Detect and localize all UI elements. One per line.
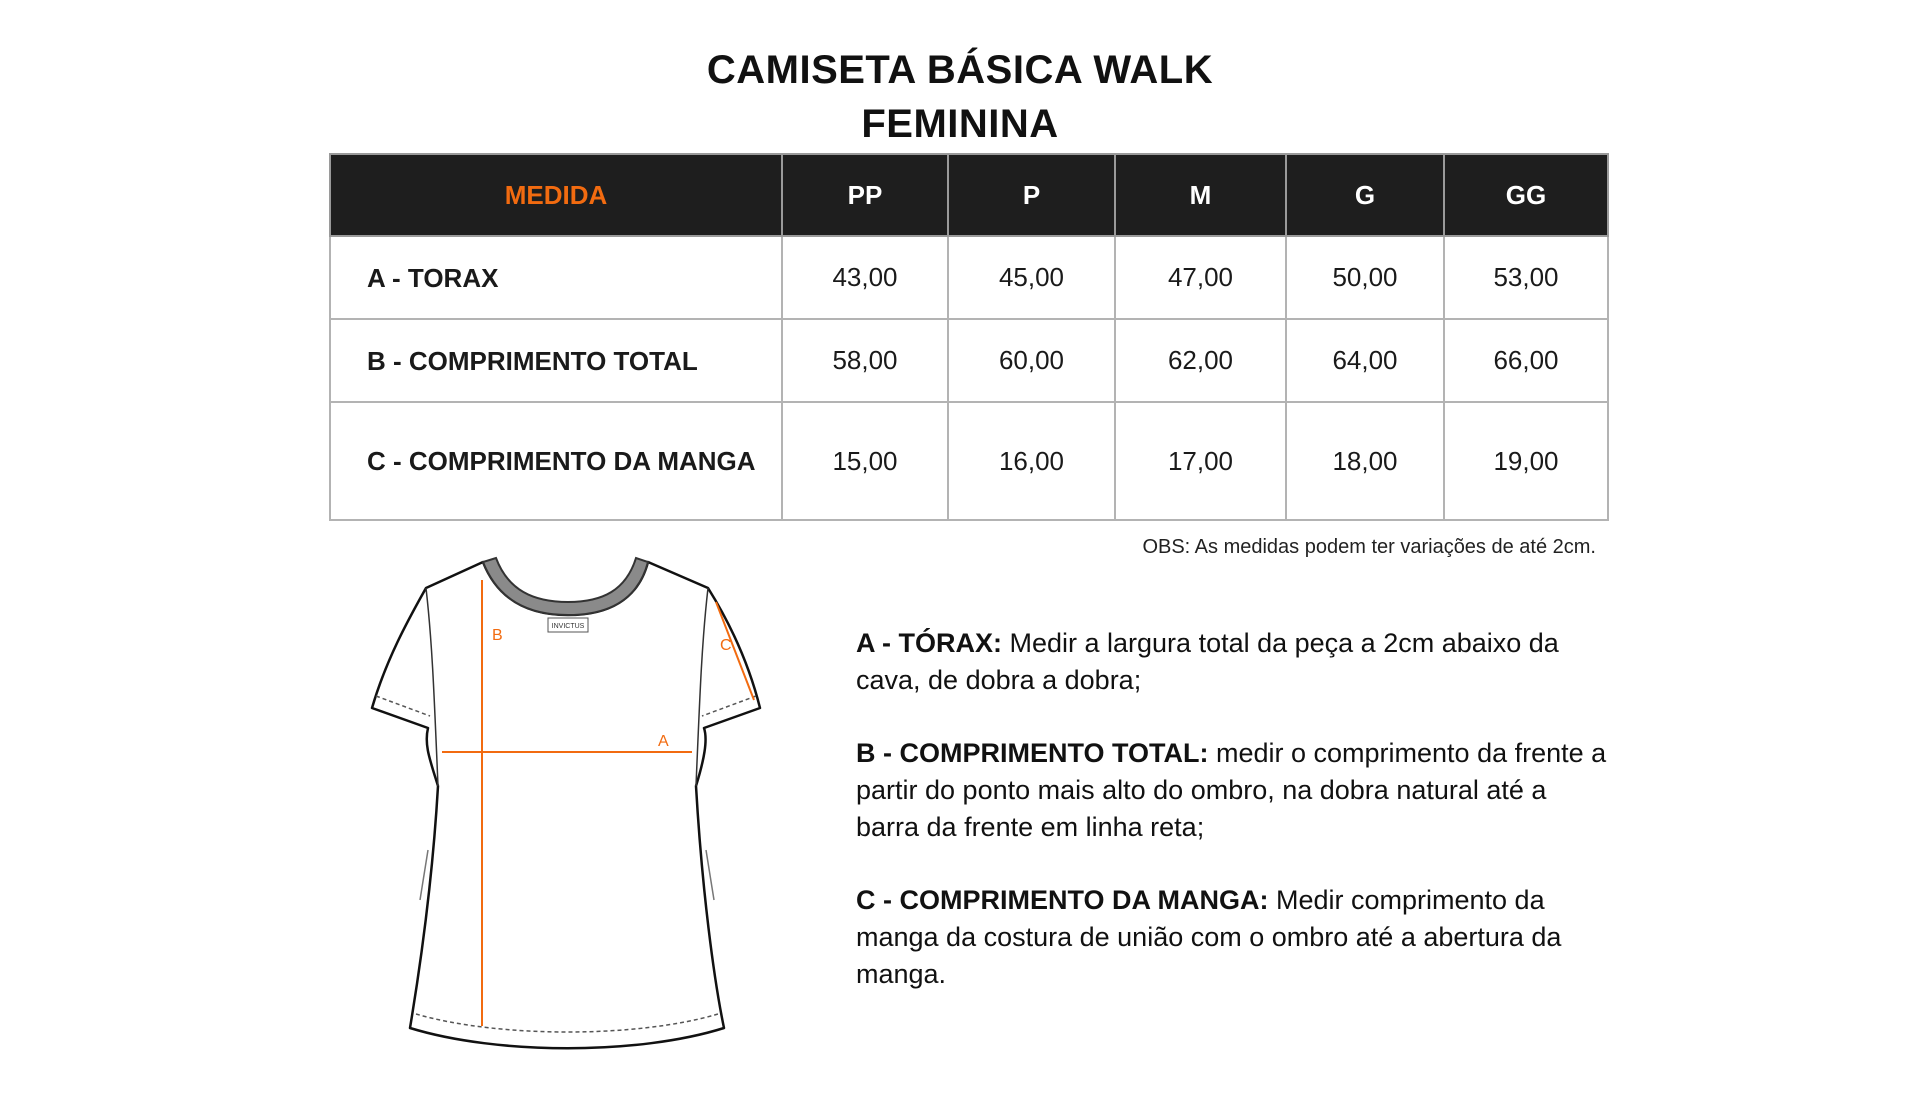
instruction-a-text: Medir a largura total da peça a 2cm abaixo da cava, de dobra a dobra;: [856, 628, 1559, 695]
header-size-gg: GG: [1444, 154, 1608, 236]
table-cell: 47,00: [1115, 236, 1286, 319]
instruction-b: [856, 735, 1616, 846]
left-side-detail: [420, 850, 428, 900]
table-cell: 50,00: [1286, 236, 1444, 319]
header-size-m: M: [1115, 154, 1286, 236]
table-cell: 45,00: [948, 236, 1115, 319]
size-table: [329, 153, 1609, 521]
measure-label-b: B: [492, 627, 503, 644]
measure-label-c: C: [720, 637, 732, 654]
table-cell: 64,00: [1286, 319, 1444, 402]
measure-label-a: A: [658, 733, 669, 750]
row-label: [330, 236, 782, 319]
instruction-c: [856, 882, 1616, 993]
page-subtitle: FEMININA: [861, 102, 1059, 146]
table-row: [330, 236, 1608, 319]
header-size-g: G: [1286, 154, 1444, 236]
instruction-c-term: C - COMPRIMENTO DA MANGA:: [856, 885, 1269, 915]
table-cell: 43,00: [782, 236, 948, 319]
instruction-b-term: B - COMPRIMENTO TOTAL:: [856, 738, 1209, 768]
brand-label-text: INVICTUS: [551, 623, 585, 630]
right-side-detail: [706, 850, 714, 900]
table-cell: 66,00: [1444, 319, 1608, 402]
instruction-b-text: medir o comprimento da frente a partir do ponto mais alto do ombro, na dobra natural até a barra da frente em linha reta;: [856, 738, 1607, 842]
page-title: CAMISETA BÁSICA WALK: [706, 48, 1214, 92]
row-label: [330, 402, 782, 520]
row-label-text: B - COMPRIMENTO TOTAL: [367, 345, 698, 376]
table-cell: 53,00: [1444, 236, 1608, 319]
header-size-pp: PP: [782, 154, 948, 236]
table-cell: 16,00: [948, 402, 1115, 520]
obs-note: OBS: As medidas podem ter variações de até 2cm.: [1142, 536, 1596, 558]
header-medida: MEDIDA: [330, 154, 782, 236]
table-cell: 18,00: [1286, 402, 1444, 520]
table-row: [330, 319, 1608, 402]
header-size-p: P: [948, 154, 1115, 236]
table-row: [330, 402, 1608, 520]
instruction-c-text: Medir comprimento da manga da costura de união com o ombro até a abertura da manga.: [856, 885, 1562, 989]
measurement-instructions: [856, 625, 1616, 1029]
tshirt-diagram: [358, 550, 778, 1060]
table-cell: 60,00: [948, 319, 1115, 402]
instruction-a-term: A - TÓRAX:: [856, 628, 1002, 658]
row-label-text: A - TORAX: [367, 262, 499, 293]
table-header-row: [330, 154, 1608, 236]
row-label-text: C - COMPRIMENTO DA MANGA: [367, 446, 756, 476]
instruction-a: [856, 625, 1616, 699]
table-cell: 62,00: [1115, 319, 1286, 402]
table-cell: 19,00: [1444, 402, 1608, 520]
row-label: [330, 319, 782, 402]
table-cell: 17,00: [1115, 402, 1286, 520]
table-cell: 15,00: [782, 402, 948, 520]
table-cell: 58,00: [782, 319, 948, 402]
